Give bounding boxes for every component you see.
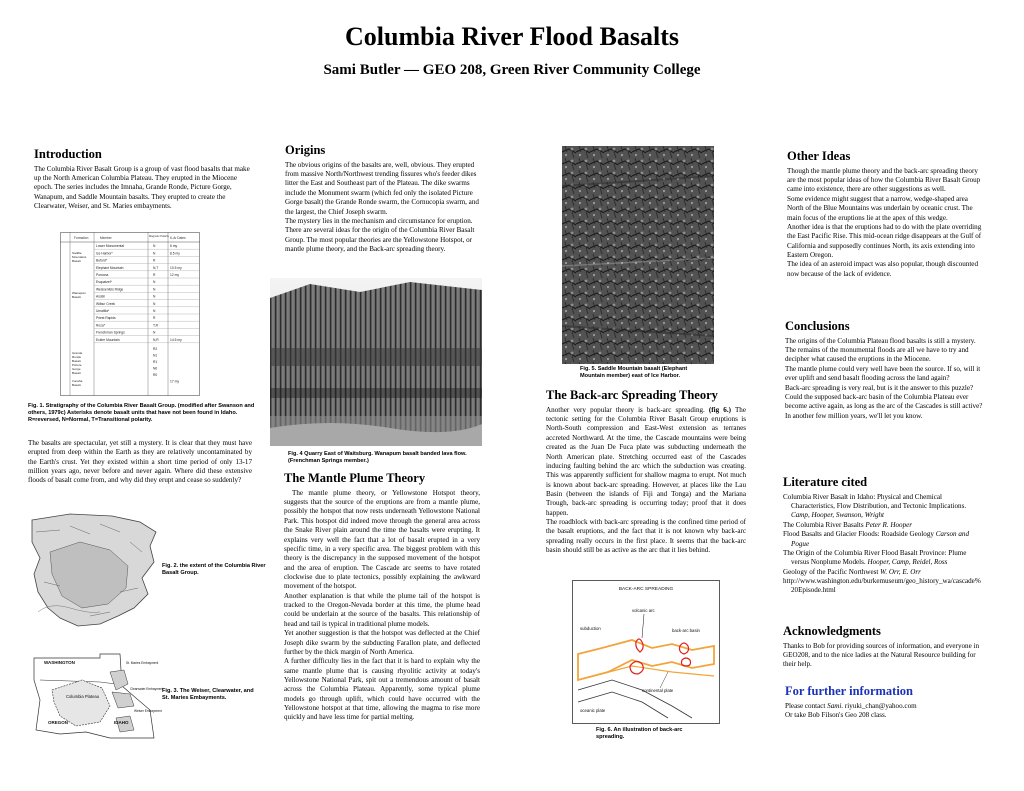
strat-polarity: R <box>153 258 156 263</box>
strat-group-label: Basalt <box>72 359 81 363</box>
other-text-1: Though the mantle plume theory and the back-arc spreading theory are the most popular ideas of how the Columbia River Basalt Group came into existence, there are other suggestions as well. <box>787 166 981 194</box>
strat-polarity: R <box>153 273 156 277</box>
strat-date: 12 my <box>170 273 179 277</box>
strat-extra: N1 <box>153 353 158 358</box>
contact-email[interactable]: riyuki_chan@yahoo.com <box>843 701 917 710</box>
strat-date: 6 my <box>170 244 178 249</box>
other-text-4: The idea of an asteroid impact was also popular, though discounted now because of the lack of evidence. <box>787 260 978 278</box>
strat-group-label: Ronde <box>72 355 82 359</box>
strat-group-label: Grande <box>72 351 83 355</box>
citation-5: Geology of the Pacific Northwest W. Orr, E. Orr <box>783 567 921 576</box>
diagram-label-oceanic-plate: oceanic plate <box>580 708 606 713</box>
back-arc-section <box>546 389 746 556</box>
mantle-heading: The Mantle Plume Theory <box>284 471 426 485</box>
strat-group-label: Gorge <box>72 367 81 371</box>
origins-heading: Origins <box>285 143 326 157</box>
strat-member: Elephant Mountain <box>96 265 124 270</box>
diagram-label-continental-plate: continental plate <box>642 688 674 693</box>
mantle-plume-section <box>284 472 480 723</box>
backarc-heading: The Back-arc Spreading Theory <box>546 388 718 402</box>
strat-member: Lower Monumental <box>96 244 125 249</box>
back-arc-diagram <box>572 580 720 724</box>
strat-header-formation: Formation <box>74 236 89 240</box>
conclusions-section <box>785 320 983 421</box>
embayments-map <box>30 650 164 742</box>
class-line: Or take Bob Filson's Geo 208 class. <box>785 711 887 720</box>
strat-date: 8.5 my <box>170 251 180 256</box>
backarc-text-1: Another very popular theory is back-arc spreading. (fig 6.) The tectonic setting for the Columbia River Basalt Group eruptions is North-South compression and East-West extension as terranes accreted Northward. At the time, the Cascade mountains were being created as the Juan De Fuca plate was subducting underneath the North American plate. Stretching occurred east of the Cascades inducing faulting behind the arc which the subduction was creating. This was apparently sufficient for shallow magma to erupt. Not much is known about back-arc spreading. However, at places like the Lau Basin (between the islands of Fiji and Tonga) and the Mariana Trough, back-arc spreading is occurring today; proof that it does happen. <box>546 405 746 517</box>
strat-extra: R1 <box>153 360 158 364</box>
strat-header-polarity: Magnetic Polarity <box>149 235 169 238</box>
strat-group-label: Basalt <box>72 371 81 375</box>
ack-text: Thanks to Bob for providing sources of information, and everyone in GEO208, and to the nice ladies at the Natural Resource building for their help. <box>783 641 980 669</box>
strat-polarity: N <box>153 280 156 285</box>
strat-member: Frenchman Springs <box>96 330 125 335</box>
strat-group-label: Imnaha <box>72 379 83 383</box>
strat-member: Eckler Mountain <box>96 337 120 342</box>
origins-section <box>285 144 485 254</box>
acknowledgments-section <box>783 625 981 670</box>
strat-group-label: Saddle <box>72 251 82 255</box>
poster-subtitle: Sami Butler — GEO 208, Green River Community College <box>323 62 701 78</box>
strat-member: Umatilla* <box>96 309 110 313</box>
fig6-caption: Fig. 6. An illustration of back-arc spreading. <box>596 727 683 740</box>
fig5-caption: Fig. 5. Saddle Mountain basalt (Elephant Mountain member) east of Ice Harbor. <box>580 366 688 379</box>
map-label-idaho: IDAHO <box>114 720 129 725</box>
conclusions-text-4: In another few million years, we'll let you know. <box>785 411 923 420</box>
strat-member: Wilbur Creek <box>96 301 116 306</box>
intro-text: The Columbia River Basalt Group is a group of vast flood basalts that make up the North American Columbia Plateau. They erupted in the Miocene epoch. The series includes the Imnaha, Grande Ronde, Picture Gorge, Wanapum, and Saddle Mountain basalts. They erupted to create the Clearwater, Weiser, and St. Maries embayments. <box>34 164 250 211</box>
conclusions-text-1: The origins of the Columbia Plateau flood basalts is still a mystery. The remains of the monumental floods are all we have to try and decipher what caused the eruptions in the Miocene. <box>785 336 976 364</box>
citation-2: The Columbia River Basalts Peter R. Hooper <box>783 520 913 529</box>
diagram-label-volcanic-arc: volcanic arc <box>632 608 655 613</box>
map-label-plateau: Columbia Plateau <box>66 694 100 699</box>
strat-polarity: N <box>153 301 156 306</box>
map-label-clearwater: Clearwater Embayment <box>130 687 164 691</box>
diagram-label-subduction: subduction <box>580 626 601 631</box>
strat-member: Esquatzel* <box>96 280 112 285</box>
mantle-text-2: Another explanation is that while the plume tail of the hotspot is tracked to the Oregon-Nevada border at this time, the plume head could be underlain at the source of the basalts. This relationship of head and tail is typical in traditional plume models. <box>284 591 480 628</box>
strat-member: Weissenfels Ridge <box>96 287 124 292</box>
citation-1: Columbia River Basalt in Idaho: Physical and Chemical Characteristics, Flow Distribution, and Tectonic Implications. Camp, Hooper, Swanson, Wright <box>783 492 967 520</box>
citation-3: Flood Basalts and Glacier Floods: Roadside Geology Carson and Pogue <box>783 530 970 548</box>
strat-polarity: N <box>153 251 156 256</box>
strat-member: Ice Harbor* <box>96 251 113 256</box>
stratigraphy-table <box>60 232 200 396</box>
strat-polarity: N <box>153 287 156 292</box>
strat-group-label: Basalt <box>72 259 81 263</box>
mantle-text-1: The mantle plume theory, or Yellowstone Hotspot theory, suggests that the source of the eruptions are from a mantle plume, possibly the hotspot that now rests underneath Yellowstone National Park. This hotspot did indeed move through the general area across the Snake River plain around the time the basalts were erupting. It explains very well the fact that a lot of basalt erupted in a very specific time, in a very specific area. The biggest problem with this theory is the discrepancy in the supposed movement of the hotspot and the area of eruption. The Cascade arc seems to have rotated clockwise due to plate tectonics, possibly explaining the awkward movement of the hotspot. <box>284 488 480 591</box>
strat-polarity: N,T <box>153 265 159 270</box>
further-info-section <box>785 685 983 720</box>
literature-section <box>783 476 983 596</box>
strat-member: Buford* <box>96 258 107 263</box>
basalt-extent-map <box>30 512 158 630</box>
citation-4: The Origin of the Columbia River Flood Basalt Province: Plume versus Nonplume Models. Hooper, Camp, Reidel, Ross <box>783 548 967 567</box>
map-label-washington: WASHINGTON <box>44 660 75 665</box>
strat-polarity: R <box>153 316 156 321</box>
origins-text-2: The mystery lies in the mechanism and circumstance for eruption. There are several ideas for the origin of the Columbia River Basalt Group. The most popular theories are the Yellowstone Hotspot, or mantle plume theory, and the Back-arc spreading theory. <box>285 216 475 253</box>
strat-polarity: N <box>153 309 156 313</box>
strat-member: Pomona <box>96 273 109 277</box>
strat-extra: R0 <box>153 373 158 377</box>
strat-polarity: N <box>153 294 156 299</box>
map-label-oregon: OREGON <box>48 720 69 725</box>
strat-group-label: Picture <box>72 363 82 367</box>
conclusions-text-2: The mantle plume could very well have been the source. If so, will it ever uplift and send basalt flooding across the land again? <box>785 364 981 383</box>
strat-date: 10.5 my <box>170 265 182 270</box>
strat-extra: 17 my <box>170 379 179 384</box>
mantle-text-4: A further difficulty lies in the fact that it is hard to explain why the same mantle plume that is causing rhyolitic activity at today's Yellowstone National Park, spit out a tremendous amount of basalt across the Columbia Plateau. Apparently, some typical plume models go through uplift, which could have occurred with the Yellowstone hotspot at that time, allowing the magma to rise more quickly and have less time for partial melting. <box>284 657 480 722</box>
intro-text-2: The basalts are spectacular, yet still a mystery. It is clear that they must have erupted from deep within the Earth as they are relatively uncontaminated by the Earth's crust. Yet they existed within a short time period of only 13-17 million years ago, never before and never again. Where did these extensive floods of basalt come from, and why did they erupt and cease so suddenly? <box>28 439 252 485</box>
poster-title: Columbia River Flood Basalts <box>345 22 679 51</box>
strat-group-label: Basalt <box>72 295 81 299</box>
other-text-2: Some evidence might suggest that a narrow, wedge-shaped area North of the Blue Mountains was underlain by oceanic crust. The main focus of the eruptions lie at the apex of this wedge. <box>787 194 973 222</box>
intro-text-2-block <box>28 439 252 486</box>
map-label-weiser: Weiser Embayment <box>134 709 162 713</box>
strat-header-member: Member <box>100 236 112 240</box>
strat-member: Roza* <box>96 323 105 328</box>
literature-heading: Literature cited <box>783 475 868 489</box>
mantle-text-3: Yet another suggestion is that the hotspot was deflected at the Chief Joseph dike swarm by the subducting Farallon plate, and deflected further by the thick margin of North America. <box>284 629 480 656</box>
strat-member: Priest Rapids <box>96 316 116 321</box>
fig1-caption: Fig. 1. Stratigraphy of the Columbia River Basalt Group. (modified after Swanson and others, 1979c) Asterisks denote basalt units that have not been found in Idaho. R=reversed, N=Normal, T=Transitional polarity. <box>28 403 255 423</box>
other-heading: Other Ideas <box>787 149 851 163</box>
other-text-3: Another idea is that the eruptions had to do with the plate overriding the East Pacific Rise. This mid-ocean ridge disappears at the Gulf of California and supposedly continues North, its axis extending into Eastern Oregon. <box>787 222 982 259</box>
origins-text: The obvious origins of the basalts are, well, obvious. They erupted from massive North/Northwest trending fissures who's feeder dikes litter the East and Southeast part of the Plateau. The dike swarms include the Monument swarm (which fed only the isolated Picture Gorge basalt) the Grande Ronde swarm, the Cornucopia swarm, and the largest, the Chief Joseph swarm. <box>285 160 479 216</box>
strat-group-label: Mountains <box>72 255 87 259</box>
strat-polarity: N,R <box>153 337 159 342</box>
fig3-caption: Fig. 3. The Weiser, Clearwater, and St. Maries Embayments. <box>162 688 254 701</box>
map-label-st-maries: St. Maries Embayment <box>126 661 159 665</box>
strat-member: Asotin <box>96 294 106 299</box>
strat-group-label: Basalt <box>72 383 81 387</box>
strat-group-label: Wanapum <box>72 291 86 295</box>
other-ideas-section <box>787 150 983 279</box>
further-heading: For further information <box>785 684 913 698</box>
intro-heading: Introduction <box>34 147 102 161</box>
intro-section <box>34 148 256 212</box>
fig2-caption: Fig. 2. the extent of the Columbia River Basalt Group. <box>162 563 266 576</box>
conclusions-text-3: Back-arc spreading is very real, but is it the answer to this puzzle? Could the supposed back-arc basin of the Columbia Plateau ever become active again, as long as the arc of the Cascades is still active? <box>785 383 983 411</box>
strat-extra: R2 <box>153 347 158 351</box>
strat-polarity: N <box>153 244 156 249</box>
fig6-reference: (fig 6.) <box>708 405 731 414</box>
backarc-text-2: The roadblock with back-arc spreading is the confined time period of the basalt eruptions, and the fact that it is not known why back-arc spreading really occurs in the first place. It seems that the back-arc basin should still be as active as the arc that it lies behind. <box>546 518 746 555</box>
strat-polarity: T,R <box>153 323 158 328</box>
saddle-mountain-basalt-photo <box>562 146 714 364</box>
strat-header-dates: K-Ar Dates <box>170 236 186 240</box>
contact-line: Please contact Sami. riyuki_chan@yahoo.com <box>785 701 917 710</box>
quarry-lava-flow-photo <box>270 278 482 446</box>
ack-heading: Acknowledgments <box>783 624 881 638</box>
diagram-label-back-arc-basin: back-arc basin <box>672 628 700 633</box>
diagram-title: BACK-ARC SPREADING <box>618 587 674 592</box>
citation-6-url[interactable]: http://www.washington.edu/burkemuseum/geo_history_wa/cascade%20Episode.html <box>783 576 981 595</box>
strat-date: 14.5 my <box>170 337 182 342</box>
fig4-caption: Fig. 4 Quarry East of Waitsburg. Wanapum basalt banded lava flow. (Frenchman Springs member.) <box>288 451 467 464</box>
strat-extra: N0 <box>153 366 158 371</box>
conclusions-heading: Conclusions <box>785 319 850 333</box>
strat-polarity: N <box>153 330 156 335</box>
